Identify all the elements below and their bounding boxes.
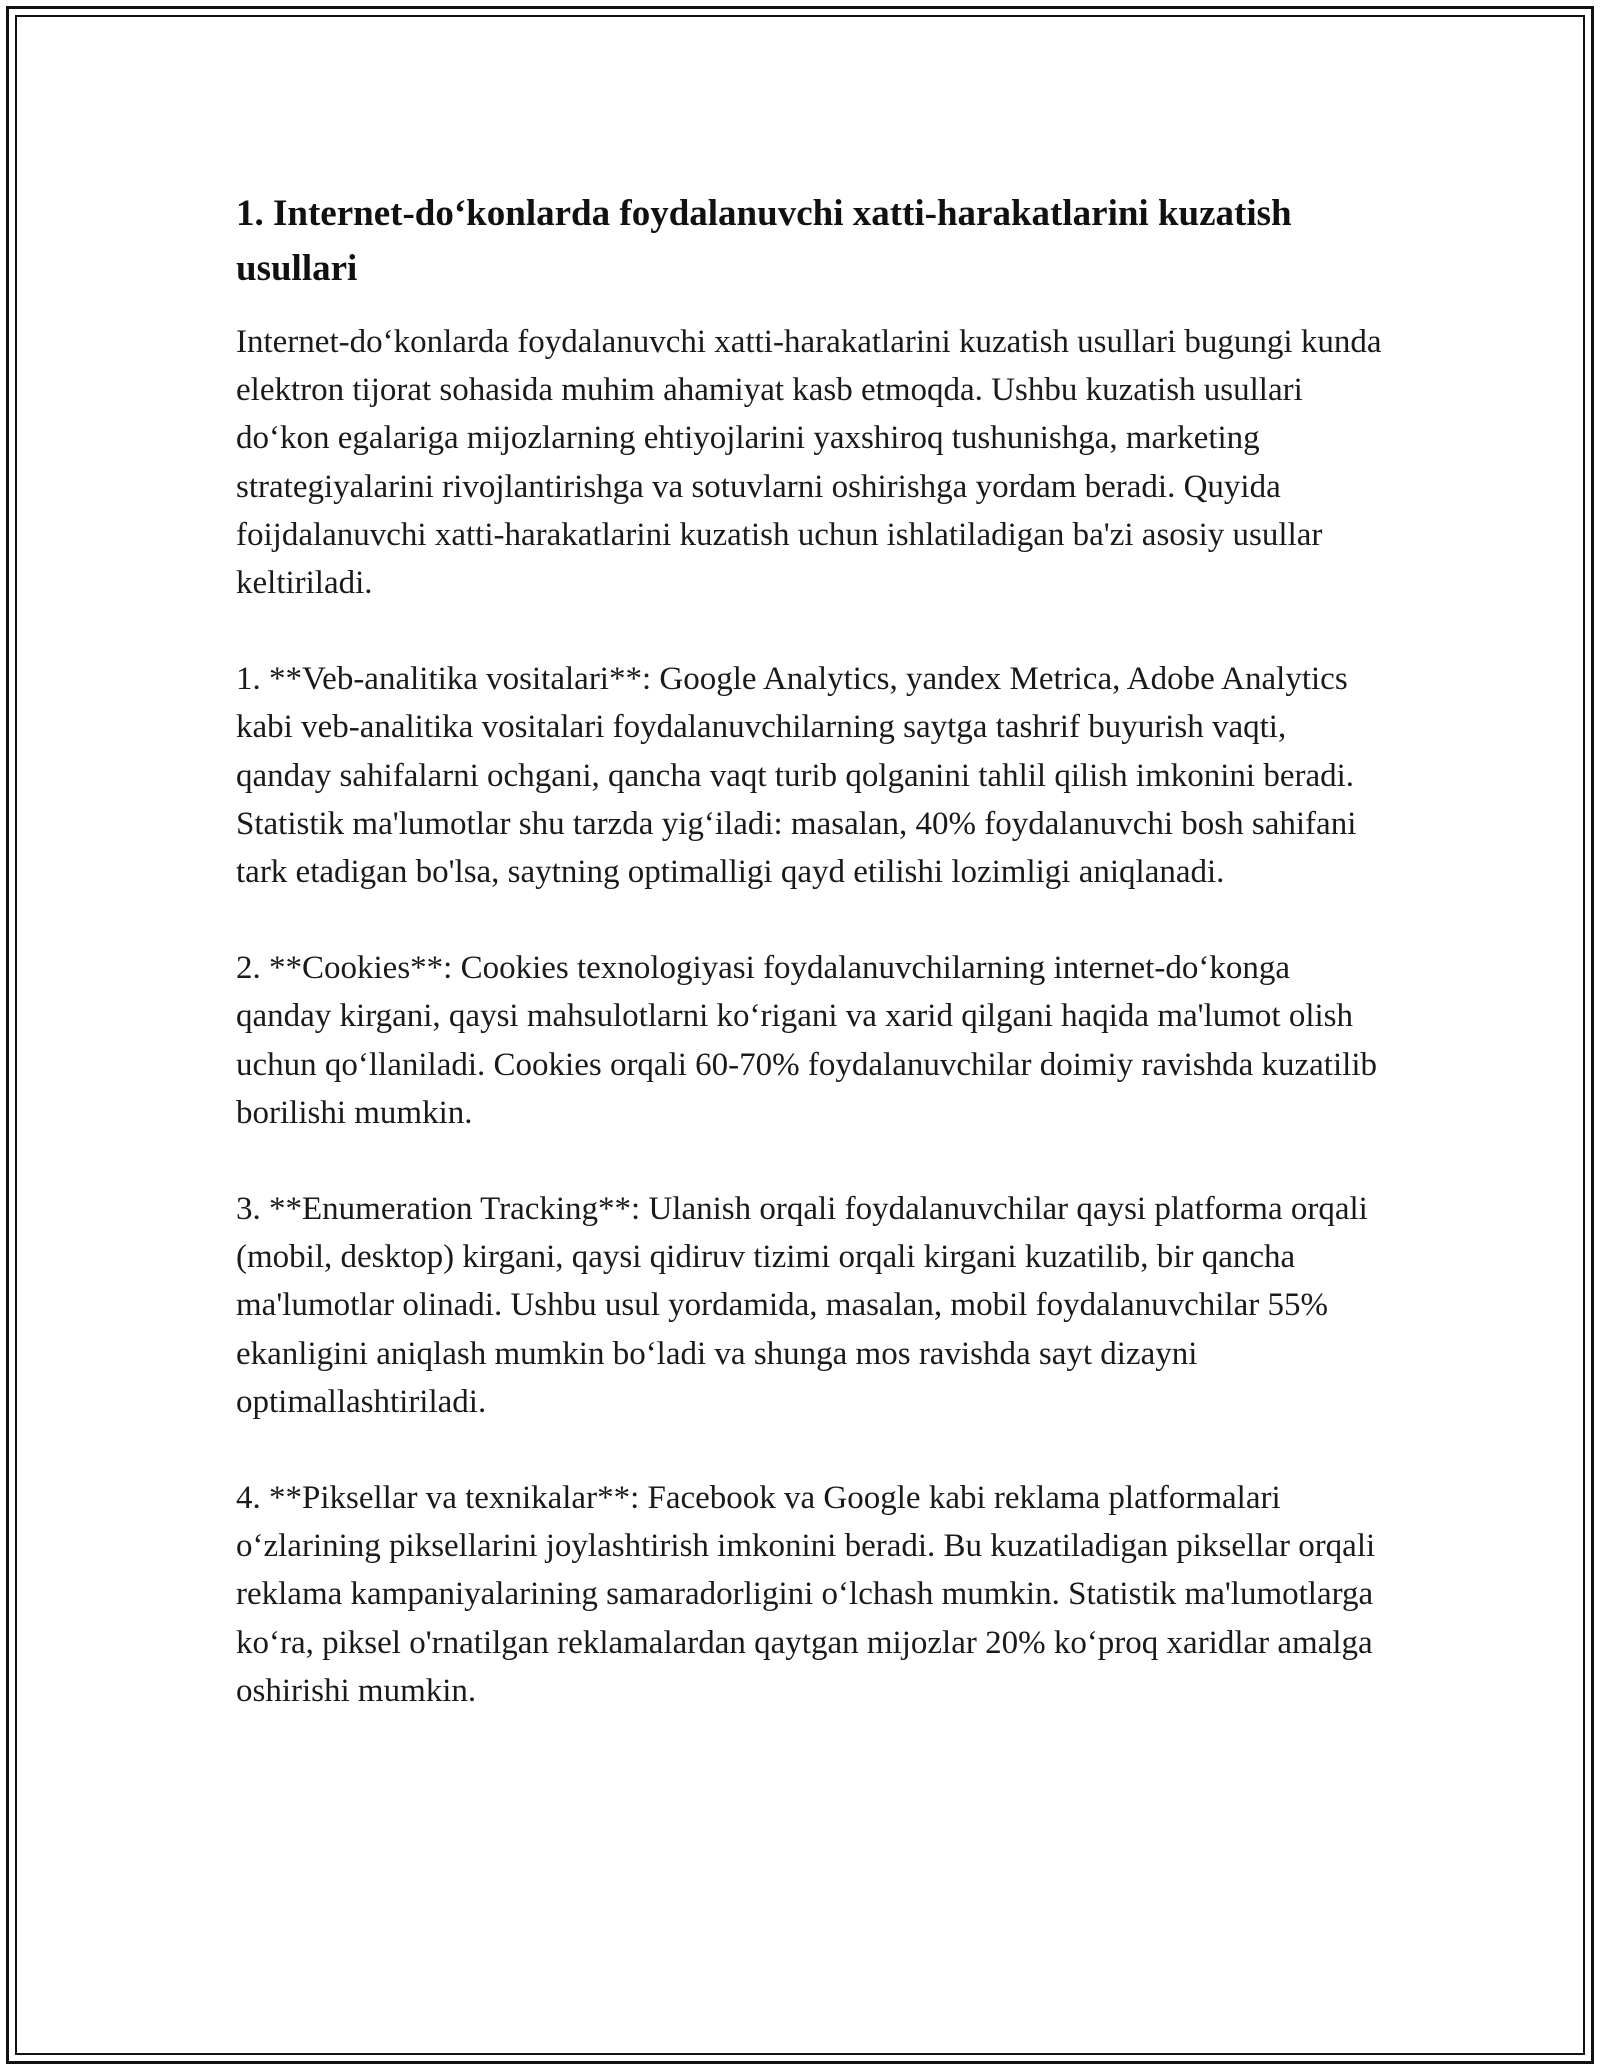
paragraph-enumeration-tracking: 3. **Enumeration Tracking**: Ulanish orqali foydalanuvchilar qaysi platforma orqali (mobil, desktop) kirgani, qaysi qidiruv tizimi orqali kirgani kuzatilib, bir qancha ma'lumotlar olinadi. Ushbu usul yordamida, masalan, mobil foydalanuvchilar 55% ekanligini aniqlash mumkin bo‘ladi va shunga mos ravishda sayt dizayni optimallashtiriladi. — [236, 1191, 1368, 1420]
intro-paragraph: Internet-do‘konlarda foydalanuvchi xatti-harakatlarini kuzatish usullari bugungi kunda elektron tijorat sohasida muhim ahamiyat kasb etmoqda. Ushbu kuzatish usullari do‘kon egalariga mijozlarning ehtiyojlarini yaxshiroq tushunishga, marketing strategiyalarini rivojlantirishga va sotuvlarni oshirishga yordam beradi. Quyida foijdalanuvchi xatti-harakatlarini kuzatish uchun ishlatiladigan ba'zi asosiy usullar keltiriladi. — [236, 324, 1382, 602]
paragraph-web-analytics: 1. **Veb-analitika vositalari**: Google Analytics, yandex Metrica, Adobe Analytics kabi veb-analitika vositalari foydalanuvchilarning saytga tashrif buyurish vaqti, qanday sahifalarni ochgani, qancha vaqt turib qolganini tahlil qilish imkonini beradi. Statistik ma'lumotlar shu tarzda yig‘iladi: masalan, 40% foydalanuvchi bosh sahifani tark etadigan bo'lsa, saytning optimalligi qayd etilishi lozimligi aniqlanadi. — [236, 661, 1357, 891]
document-body — [236, 186, 1386, 1715]
document-title: 1. Internet-do‘konlarda foydalanuvchi xatti-harakatlarini kuzatish usullari — [236, 193, 1292, 289]
paragraph-pixels: 4. **Piksellar va texnikalar**: Facebook va Google kabi reklama platformalari o‘zlarining piksellarini joylashtirish imkonini beradi. Bu kuzatiladigan piksellar orqali reklama kampaniyalarining samaradorligini o‘lchash mumkin. Statistik ma'lumotlarga ko‘ra, piksel o'rnatilgan reklamalardan qaytgan mijozlar 20% ko‘proq xaridlar amalga oshirishi mumkin. — [236, 1480, 1376, 1709]
paragraph-cookies: 2. **Cookies**: Cookies texnologiyasi foydalanuvchilarning internet-do‘konga qanday kirgani, qaysi mahsulotlarni ko‘rigani va xarid qilgani haqida ma'lumot olish uchun qo‘llaniladi. Cookies orqali 60-70% foydalanuvchilar doimiy ravishda kuzatilib borilishi mumkin. — [236, 950, 1377, 1131]
